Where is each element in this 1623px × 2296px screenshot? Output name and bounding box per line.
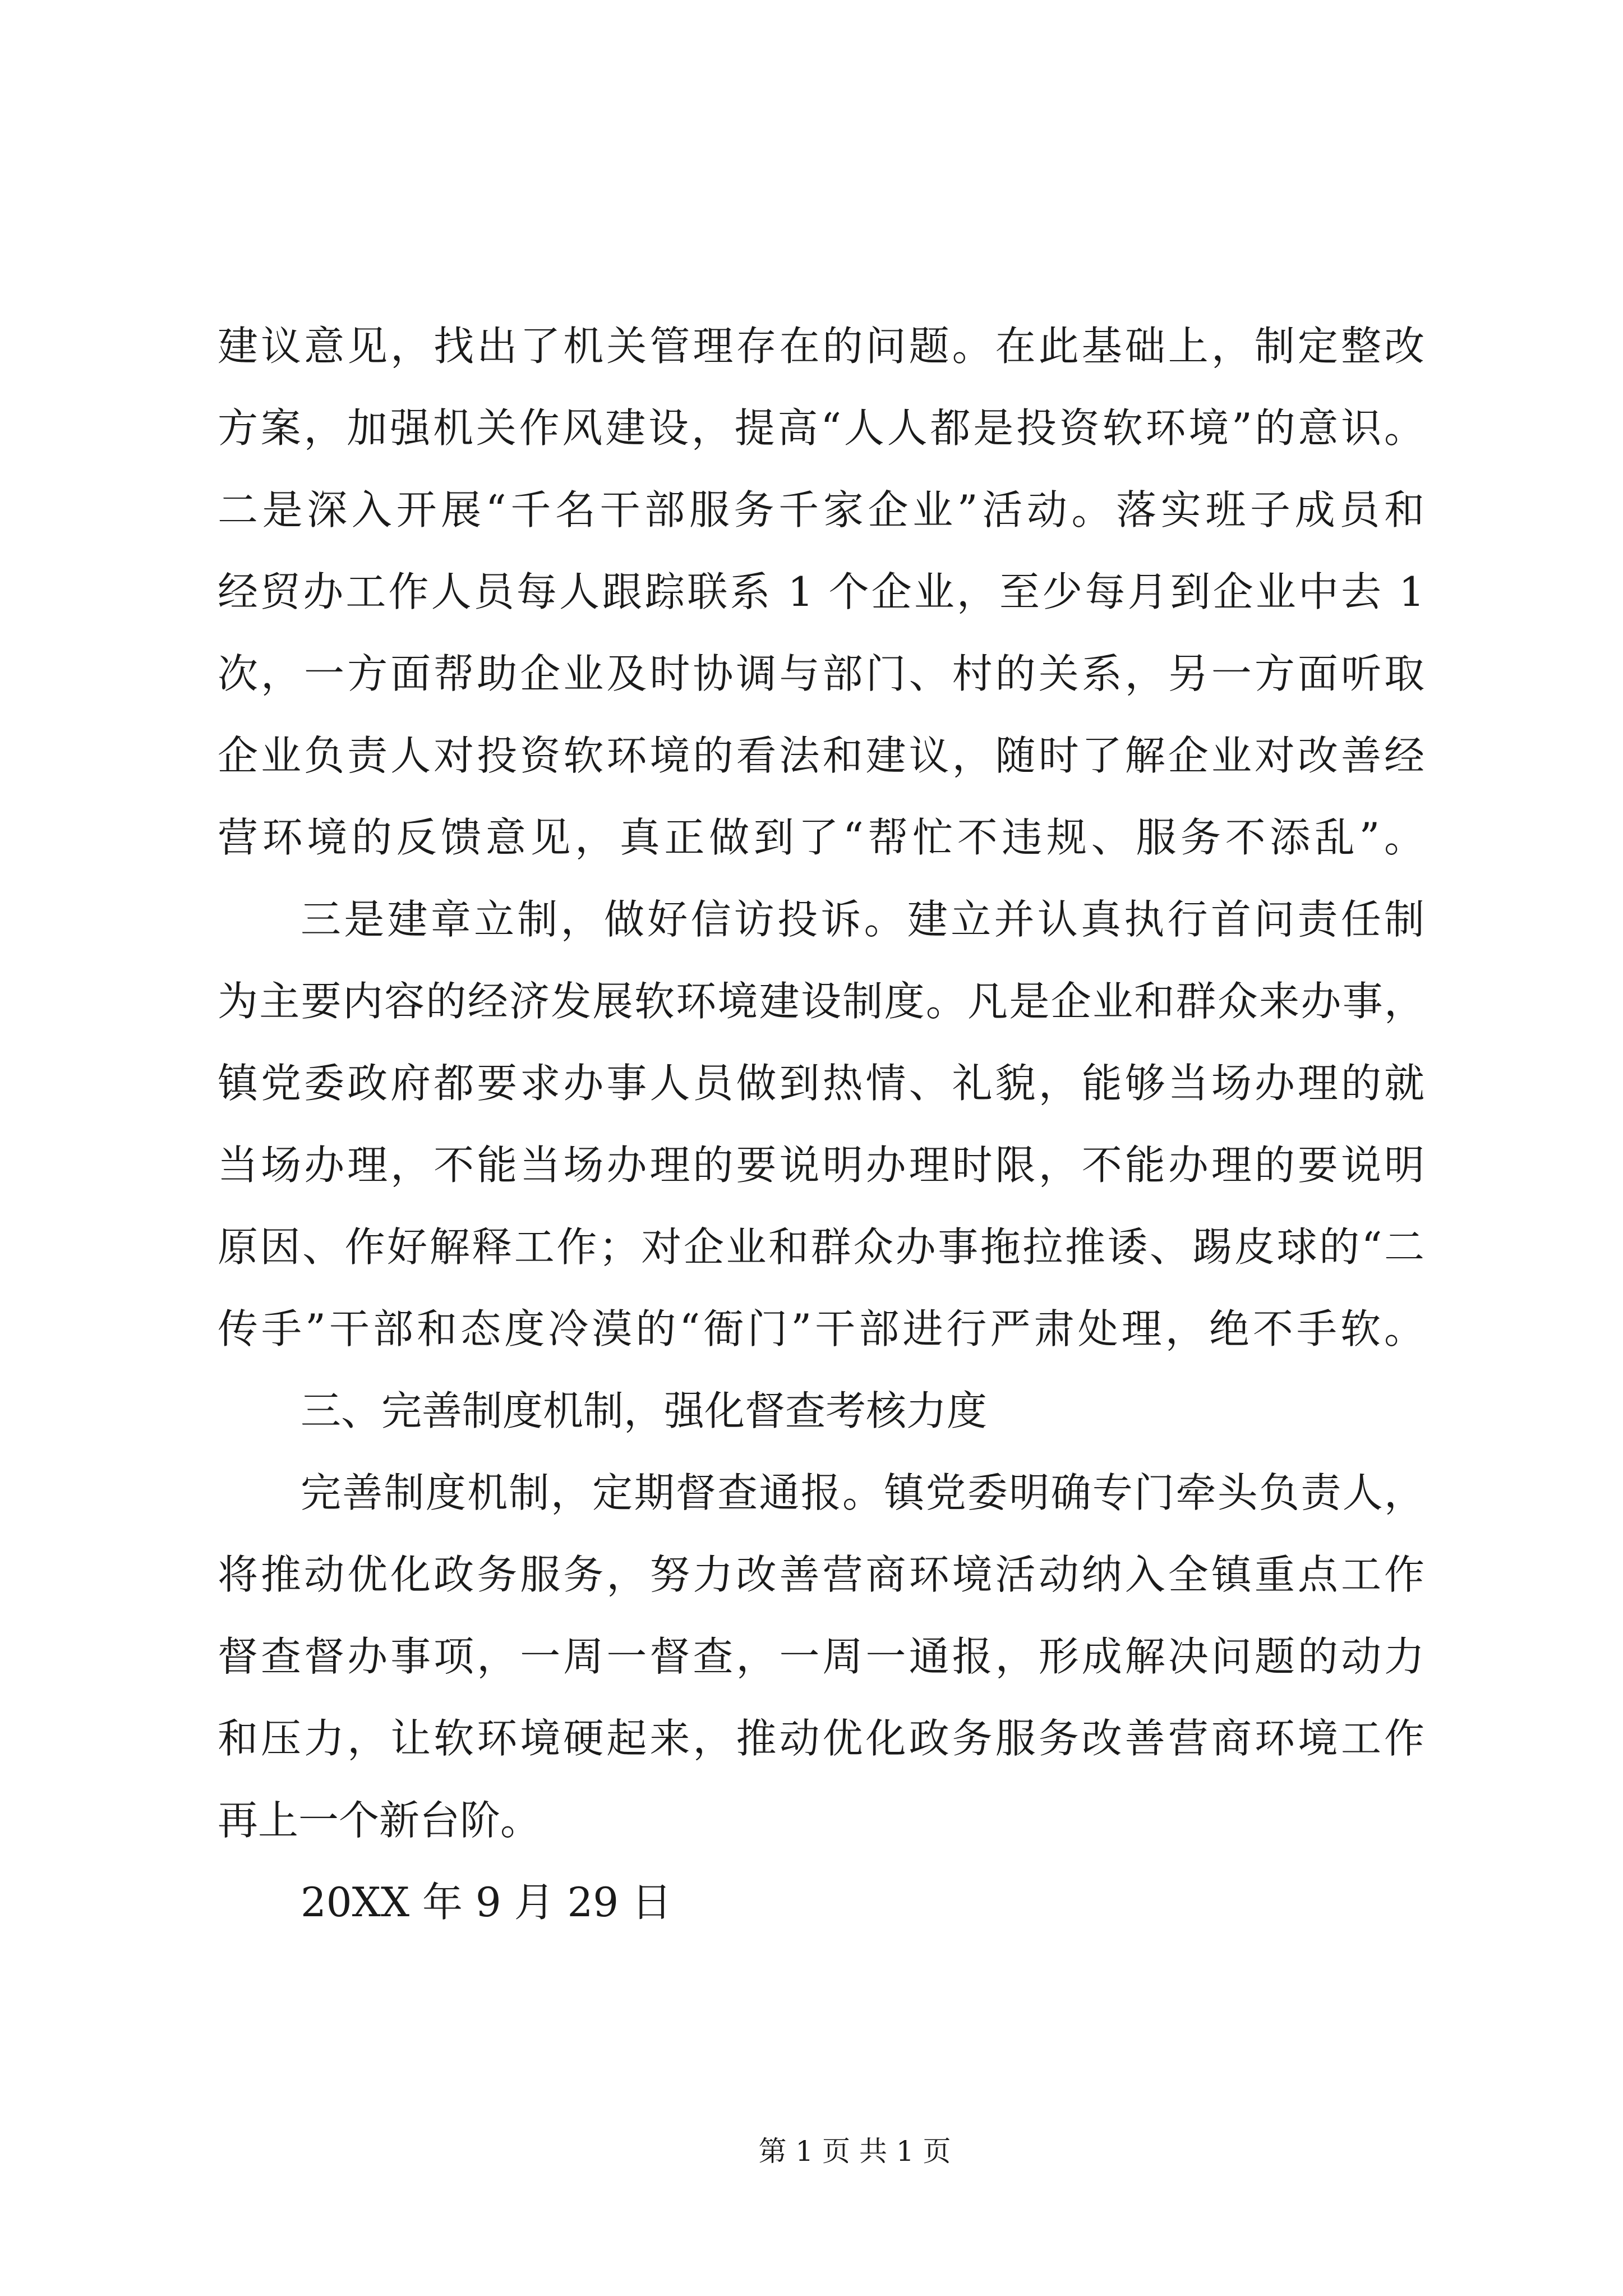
body-line: 督查督办事项，一周一督查，一周一通报，形成解决问题的动力 <box>218 1633 1424 1680</box>
body-line: 再上一个新台阶。 <box>218 1797 541 1844</box>
body-line: 完善制度机制，定期督查通报。镇党委明确专门牵头负责人， <box>301 1469 1424 1516</box>
body-line: 为主要内容的经济发展软环境建设制度。凡是企业和群众来办事， <box>218 978 1424 1025</box>
body-line: 企业负责人对投资软环境的看法和建议，随时了解企业对改善经 <box>218 732 1424 779</box>
body-line: 方案，加强机关作风建设，提高“人人都是投资软环境”的意识。 <box>218 404 1424 452</box>
body-line: 当场办理，不能当场办理的要说明办理时限，不能办理的要说明 <box>218 1142 1424 1189</box>
body-line: 传手”干部和态度冷漠的“衙门”干部进行严肃处理，绝不手软。 <box>218 1305 1424 1352</box>
body-line: 二是深入开展“千名干部服务千家企业”活动。落实班子成员和 <box>218 486 1424 533</box>
body-line: 营环境的反馈意见，真正做到了“帮忙不违规、服务不添乱”。 <box>218 814 1424 861</box>
body-line: 三是建章立制，做好信访投诉。建立并认真执行首问责任制 <box>301 896 1424 943</box>
document-date: 20XX 年 9 月 29 日 <box>301 1879 672 1926</box>
body-line: 镇党委政府都要求办事人员做到热情、礼貌，能够当场办理的就 <box>218 1060 1424 1107</box>
section-heading: 三、完善制度机制，强化督查考核力度 <box>301 1387 988 1434</box>
page-number-footer: 第 1 页 共 1 页 <box>758 2135 951 2168</box>
body-line: 将推动优化政务服务，努力改善营商环境活动纳入全镇重点工作 <box>218 1551 1424 1598</box>
body-line: 次，一方面帮助企业及时协调与部门、村的关系，另一方面听取 <box>218 650 1424 697</box>
body-line: 建议意见，找出了机关管理存在的问题。在此基础上，制定整改 <box>218 323 1424 370</box>
body-line: 和压力，让软环境硬起来，推动优化政务服务改善营商环境工作 <box>218 1715 1424 1762</box>
document-body <box>218 305 1424 1943</box>
body-line: 经贸办工作人员每人跟踪联系 1 个企业，至少每月到企业中去 1 <box>218 568 1424 615</box>
body-line: 原因、作好解释工作；对企业和群众办事拖拉推诿、踢皮球的“二 <box>218 1223 1424 1271</box>
